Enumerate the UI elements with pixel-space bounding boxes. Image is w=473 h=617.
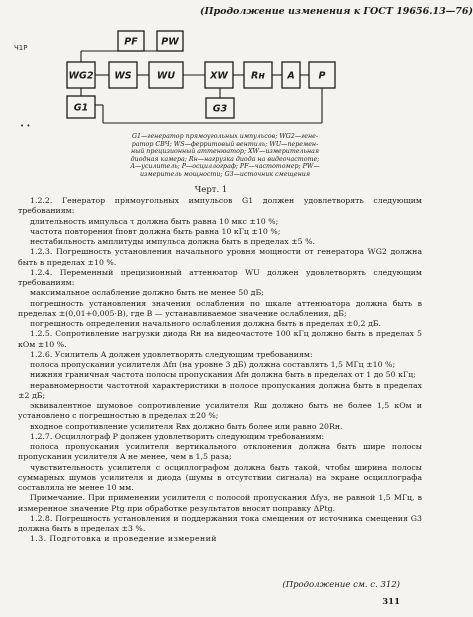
legend-line: G1—генератор прямоугольных импульсов; WG2—гене- <box>131 133 319 140</box>
paragraph: нестабильность амплитуды импульса должна быть в пределах ±5 %. <box>30 237 316 246</box>
block-a-label: A <box>287 70 295 82</box>
legend-line: диодная камера; Rн—нагрузка диода на видеочастоте; <box>130 155 320 163</box>
legend-line: ный прецизионный аттенюатор; XW—измерительная <box>130 148 320 155</box>
paragraph: 1.2.4. Переменный прецизионный аттенюатор WU должен удовлетворять следующим требованиям: <box>18 267 422 287</box>
figure-legend <box>100 133 350 178</box>
paragraph: максимальное ослабление должно быть не менее 50 дБ; <box>30 288 264 298</box>
paragraph: погрешность определения начального ослабления должна быть в пределах ±0,2 дБ. <box>30 319 381 328</box>
paragraph: неравномерности частотной характеристики в полосе пропускания должна быть в пределах ±2 дБ; <box>18 380 422 400</box>
legend-line: ратор СВЧ; WS—ферритовый вентиль; WU—перемен- <box>131 140 319 148</box>
block-ws-label: WS <box>114 70 132 82</box>
paragraph: 1.2.6. Усилитель A должен удовлетворять следующим требованиям: <box>30 349 313 359</box>
margin-mark: • • <box>20 122 31 130</box>
paragraph: полоса пропускания усилителя вертикального отклонения должна быть шире полосы пропускания усилителя A не менее, чем в 1,5 раза; <box>18 442 422 462</box>
body-text <box>18 196 422 545</box>
block-wg2-label: WG2 <box>68 70 94 82</box>
paragraph: эквивалентное шумовое сопротивление усилителя Rш должно быть не более 1,5 кОм и установлено с погрешностью в пределах ±20 %; <box>18 401 422 421</box>
page-number: 311 <box>382 597 400 607</box>
block-g3-label: G3 <box>212 103 228 115</box>
paragraph: 1.2.3. Погрешность установления начального уровня мощности от генератора WG2 должна быть в пределах ±10 %. <box>18 247 422 267</box>
paragraph: входное сопротивление усилителя Rвх должно быть более или равно 20Rн. <box>30 421 343 431</box>
running-header: (Продолжение изменения к ГОСТ 19656.13—76) <box>200 6 473 17</box>
block-pf-label: PF <box>124 36 138 48</box>
paragraph: частота повторения fповт должна быть равна 10 кГц ±10 %; <box>30 226 281 236</box>
block-xw-label: XW <box>210 70 228 82</box>
legend-line: A—усилитель; P—осциллограф; PF—частотомер; PW— <box>130 163 320 170</box>
block-rn-label: Rн <box>251 70 265 82</box>
paragraph: нижняя граничная частота полосы пропускания Δfн должна быть в пределах от 1 до 50 кГц; <box>30 370 416 380</box>
legend-line: измеритель мощности; G3—источник смещения <box>139 170 311 178</box>
block-pw-label: PW <box>161 36 179 48</box>
paragraph: 1.2.2. Генератор прямоугольных импульсов G1 должен удовлетворять следующим требованиям: <box>18 196 422 216</box>
paragraph: 1.2.7. Осциллограф P должен удовлетворять следующим требованиям: <box>30 431 325 441</box>
block-wu-label: WU <box>156 70 176 82</box>
paragraph: 1.3. Подготовка и проведение измерений <box>30 534 217 544</box>
paragraph: длительность импульса τ должна быть равна 10 мкс ±10 %; <box>30 216 279 226</box>
paragraph: чувствительность усилителя с осциллографом должна быть такой, чтобы ширина полосы суммарных шумов усилителя и диода (шумы в отсутствии сигнала) на экране осциллографа составляла не менее 10 мм. <box>18 462 422 492</box>
paragraph: погрешность установления значения ослабления по шкале аттенюатора должна быть в пределах ±(0,01+0,005·B), где B — устанавливаемое значение ослабления, дБ; <box>18 298 422 318</box>
paragraph: 1.2.8. Погрешность установления и поддержания тока смещения от источника смещения G3 должна быть в пределах ±3 %. <box>18 513 422 533</box>
block-g1-label: G1 <box>73 102 89 114</box>
block-diagram <box>0 0 473 135</box>
paragraph: Примечание. При применении усилителя с полосой пропускания Δfуз, не равной 1,5 МГц, в измеренное значение Ptg при обработке результатов вносят поправку ΔPtg. <box>18 493 422 513</box>
paragraph: полоса пропускания усилителя Δfп (на уровне 3 дБ) должна составлять 1,5 МГц ±10 %; <box>30 360 396 369</box>
margin-mark: Ч1Р <box>14 44 28 52</box>
paragraph: 1.2.5. Сопротивление нагрузки диода Rн на видеочастоте 100 кГц должно быть в пределах 5 кОм ±10 %. <box>18 329 422 349</box>
block-p-label: P <box>318 70 326 82</box>
figure-label: Черт. 1 <box>194 185 228 195</box>
continuation-note: (Продолжение см. с. 312) <box>282 580 400 590</box>
